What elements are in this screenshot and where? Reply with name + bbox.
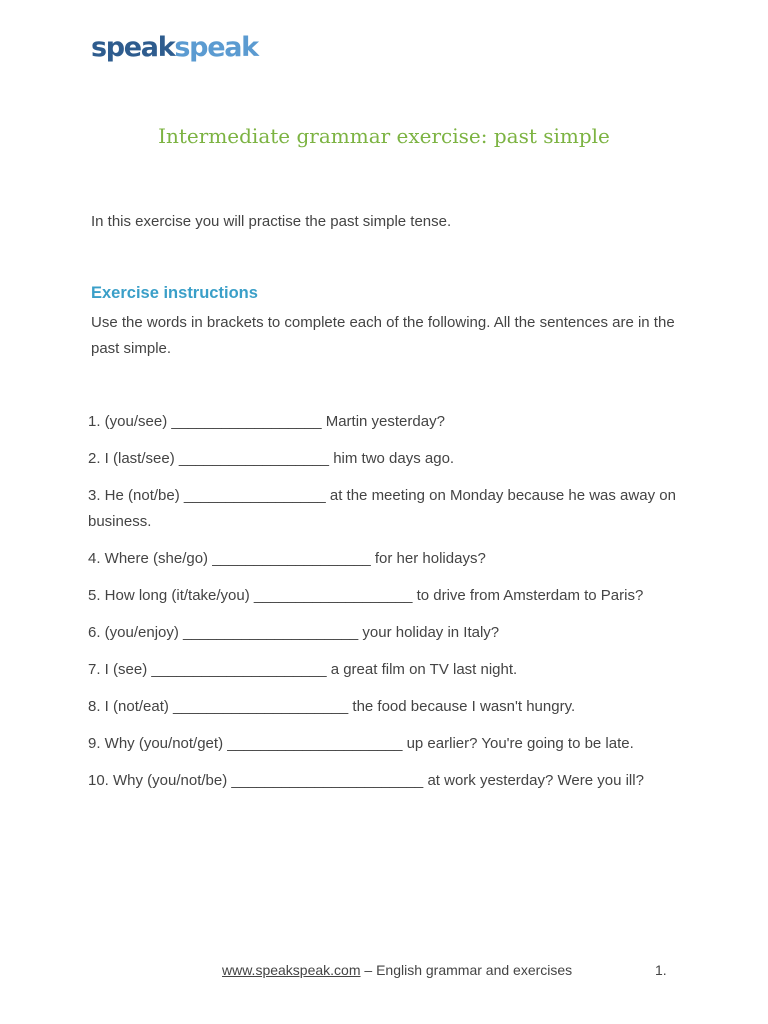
instructions-text: Use the words in brackets to complete each of the following. All the sentences are in the past simple. xyxy=(91,314,675,357)
exercise-item-9: 9. Why (you/not/get) _____________________ up earlier? You're going to be late. xyxy=(88,735,634,752)
footer xyxy=(222,958,572,982)
exercise-item-5: 5. How long (it/take/you) ___________________ to drive from Amsterdam to Paris? xyxy=(88,587,644,604)
exercise-item-4: 4. Where (she/go) ___________________ for her holidays? xyxy=(88,550,486,567)
exercise-item-6: 6. (you/enjoy) _____________________ your holiday in Italy? xyxy=(88,624,500,641)
exercise-item-10: 10. Why (you/not/be) _______________________ at work yesterday? Were you ill? xyxy=(88,772,644,789)
exercise-item-1: 1. (you/see) __________________ Martin yesterday? xyxy=(88,413,445,430)
speakspeak-logo xyxy=(91,30,258,66)
exercise-list xyxy=(88,409,688,805)
footer-text: – English grammar and exercises xyxy=(360,962,573,978)
instructions-heading: Exercise instructions xyxy=(91,284,258,302)
page-title: Intermediate grammar exercise: past simple xyxy=(158,124,610,148)
exercise-item-7: 7. I (see) _____________________ a great film on TV last night. xyxy=(88,661,518,678)
footer-link[interactable]: www.speakspeak.com xyxy=(222,962,361,978)
logo-part-1: speak xyxy=(91,32,175,63)
logo-part-2: speak xyxy=(174,32,258,63)
exercise-item-8: 8. I (not/eat) _____________________ the food because I wasn't hungry. xyxy=(88,698,576,715)
exercise-item-3: 3. He (not/be) _________________ at the meeting on Monday because he was away on business. xyxy=(88,487,676,530)
intro-text: In this exercise you will practise the past simple tense. xyxy=(91,213,452,230)
page-number: 1. xyxy=(655,962,667,978)
exercise-item-2: 2. I (last/see) __________________ him two days ago. xyxy=(88,450,455,467)
